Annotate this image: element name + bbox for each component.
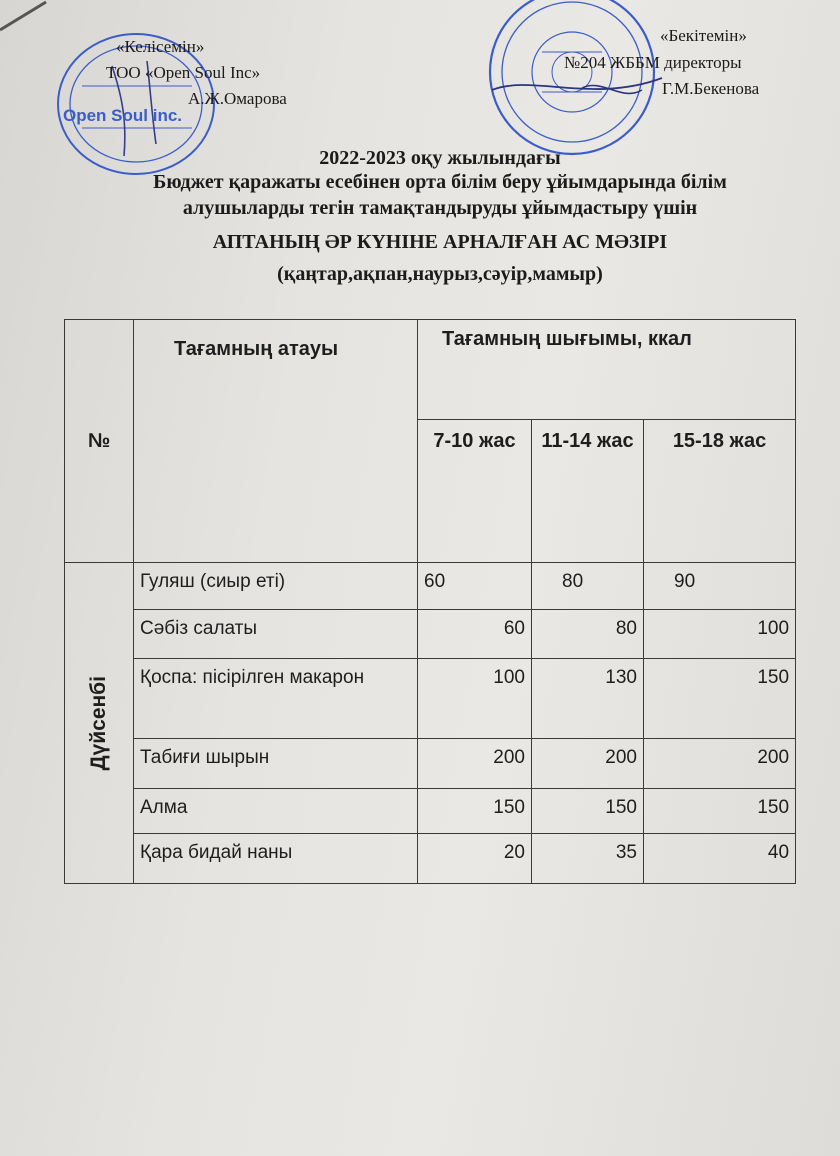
title-line-3: алушыларды тегін тамақтандыруды ұйымдастыру үшін bbox=[182, 197, 698, 219]
table-row bbox=[65, 659, 796, 739]
value-age-15-18: 150 bbox=[644, 789, 796, 834]
value-age-11-14: 200 bbox=[532, 739, 644, 789]
dish-name: Гуляш (сиыр еті) bbox=[134, 563, 418, 610]
title-line-1: 2022-2023 оқу жылындағы bbox=[319, 147, 561, 169]
left-signer-name: А.Ж.Омарова bbox=[188, 89, 287, 108]
header-age-7-10: 7-10 жас bbox=[418, 420, 532, 563]
header-number: № bbox=[65, 320, 134, 563]
value-age-15-18: 200 bbox=[644, 739, 796, 789]
header-dish-name: Тағамның атауы bbox=[134, 320, 418, 563]
menu-table bbox=[64, 319, 796, 884]
value-age-7-10: 60 bbox=[418, 610, 532, 659]
right-signer-name: Г.М.Бекенова bbox=[662, 79, 760, 98]
value-age-11-14: 80 bbox=[532, 610, 644, 659]
dish-name: Қоспа: пісірілген макарон bbox=[134, 659, 418, 739]
value-age-11-14: 35 bbox=[532, 834, 644, 884]
header-age-11-14: 11-14 жас bbox=[532, 420, 644, 563]
value-age-7-10: 20 bbox=[418, 834, 532, 884]
day-cell bbox=[65, 563, 134, 884]
dish-name: Қара бидай наны bbox=[134, 834, 418, 884]
title-line-2: Бюджет қаражаты есебінен орта білім беру ұйымдарында білім bbox=[153, 171, 727, 193]
dish-name: Алма bbox=[134, 789, 418, 834]
dish-name: Сәбіз салаты bbox=[134, 610, 418, 659]
table-row bbox=[65, 610, 796, 659]
value-age-11-14: 150 bbox=[532, 789, 644, 834]
left-approve-label: «Келісемін» bbox=[116, 37, 205, 56]
school-seal bbox=[472, 0, 672, 162]
day-label: Дүйсенбі bbox=[87, 675, 110, 771]
table-row bbox=[65, 834, 796, 884]
right-position: №204 ЖББМ директоры bbox=[564, 53, 742, 72]
header-yield: Тағамның шығымы, ккал bbox=[418, 320, 796, 420]
table-row bbox=[65, 739, 796, 789]
value-age-11-14: 80 bbox=[532, 563, 644, 610]
right-approve-label: «Бекітемін» bbox=[660, 26, 747, 45]
value-age-15-18: 150 bbox=[644, 659, 796, 739]
value-age-15-18: 40 bbox=[644, 834, 796, 884]
stamp-label: Open Soul inc. bbox=[63, 106, 183, 125]
title-line-4: АПТАНЫҢ ӘР КҮНІНЕ АРНАЛҒАН АС МӘЗІРІ bbox=[212, 231, 668, 253]
value-age-7-10: 200 bbox=[418, 739, 532, 789]
title-line-5: (қаңтар,ақпан,наурыз,сәуір,мамыр) bbox=[277, 263, 603, 285]
value-age-7-10: 60 bbox=[418, 563, 532, 610]
table-header-row bbox=[65, 320, 796, 420]
value-age-7-10: 100 bbox=[418, 659, 532, 739]
table-row bbox=[65, 789, 796, 834]
header-age-15-18: 15-18 жас bbox=[644, 420, 796, 563]
value-age-7-10: 150 bbox=[418, 789, 532, 834]
dish-name: Табиғи шырын bbox=[134, 739, 418, 789]
value-age-15-18: 100 bbox=[644, 610, 796, 659]
value-age-15-18: 90 bbox=[644, 563, 796, 610]
table-row bbox=[65, 563, 796, 610]
value-age-11-14: 130 bbox=[532, 659, 644, 739]
left-org-name: ТОО «Open Soul Inc» bbox=[106, 63, 261, 82]
